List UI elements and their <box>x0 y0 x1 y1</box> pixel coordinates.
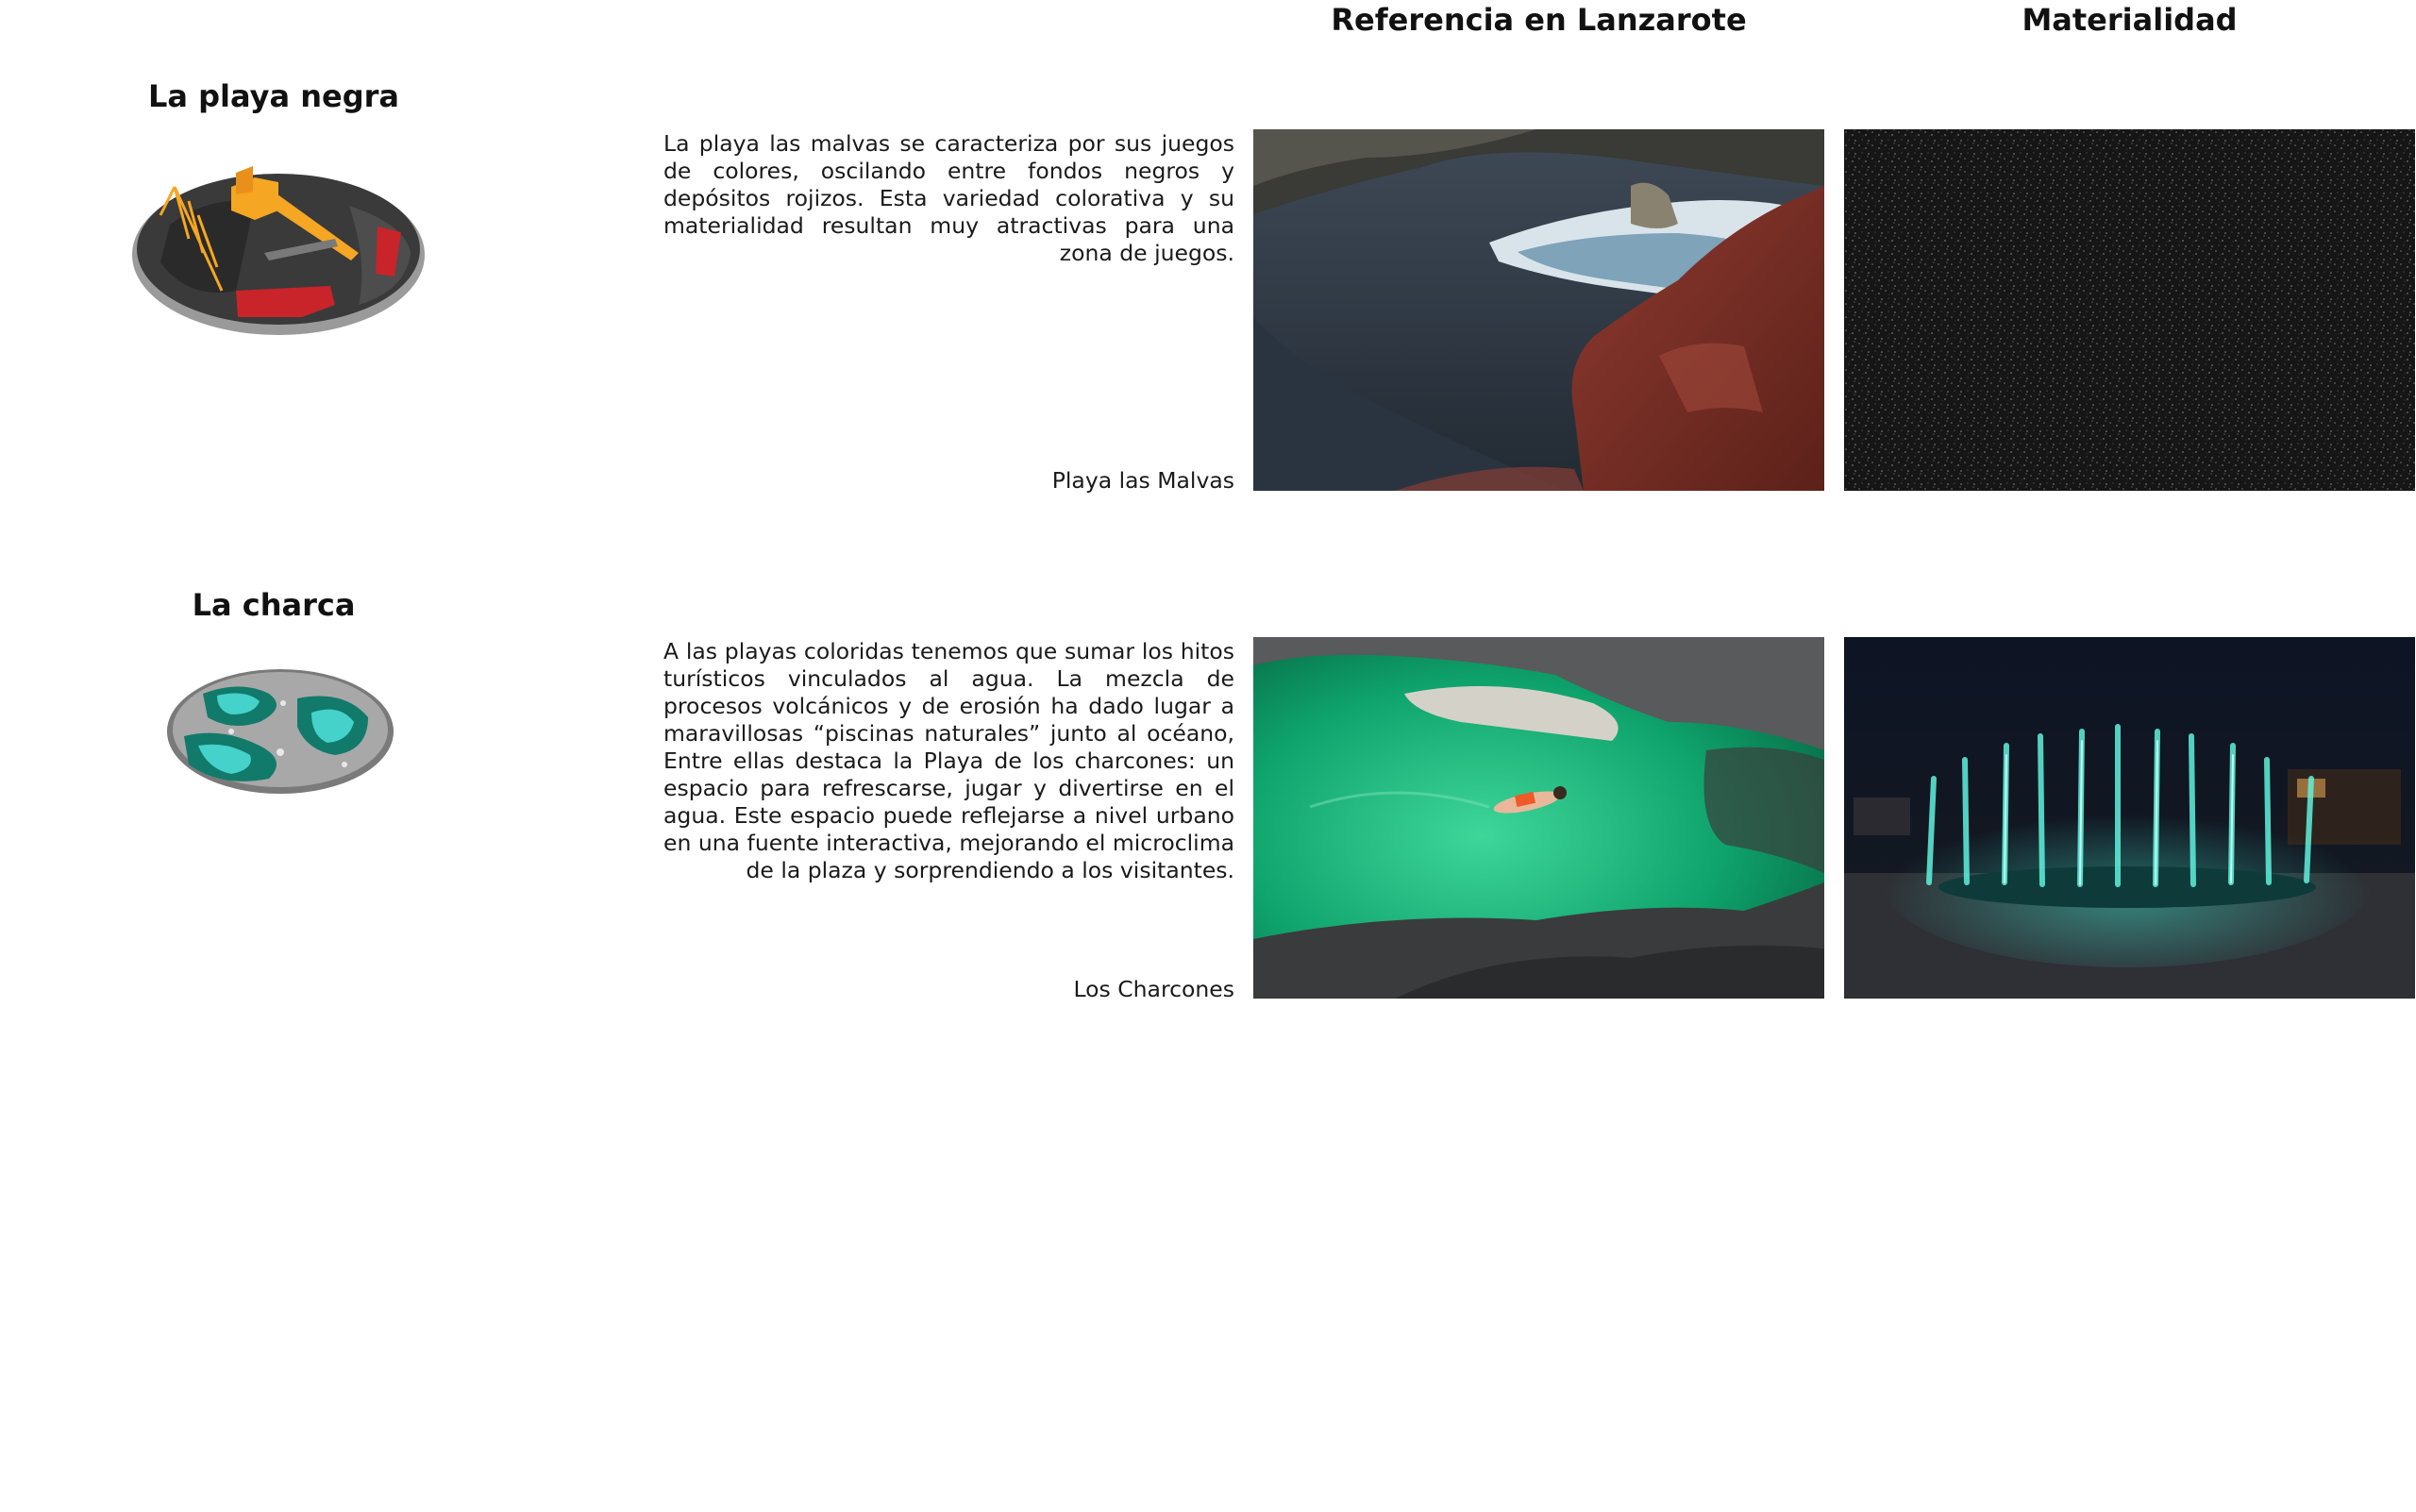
los-charcones-photo <box>1253 637 1824 999</box>
la-charca-description: A las playas coloridas tenemos que sumar los hitos turísticos vinculados al agua. La mezcla de procesos volcánicos y de erosión ha dado lugar a maravillosas “piscinas naturales” junto al océano, Entre ellas destaca la Playa de los charcones: un espacio para refrescarse, jugar y divertirse en el agua. Este espacio puede reflejarse a nivel urbano en una fuente interactiva, mejorando el microclima de la plaza y sorprendiendo a los visitantes. <box>663 638 1234 883</box>
la-charca-caption: Los Charcones <box>1073 976 1234 1002</box>
black-sand-texture <box>1844 129 2415 491</box>
playa-negra-diagram <box>132 149 429 343</box>
materiality-column-header: Materialidad <box>2022 2 2238 38</box>
section-title-playa-negra: La playa negra <box>148 78 399 114</box>
playa-las-malvas-photo <box>1253 129 1824 491</box>
la-charca-diagram <box>165 665 396 798</box>
interactive-fountain-photo <box>1844 637 2415 999</box>
playa-negra-caption: Playa las Malvas <box>1051 467 1234 494</box>
section-title-la-charca: La charca <box>192 587 356 623</box>
reference-column-header: Referencia en Lanzarote <box>1331 2 1747 38</box>
playa-negra-description: La playa las malvas se caracteriza por sus juegos de colores, oscilando entre fondos negros y depósitos rojizos. Esta variedad colorativa y su materialidad resultan muy atractivas para una zona de juegos. <box>663 130 1234 266</box>
